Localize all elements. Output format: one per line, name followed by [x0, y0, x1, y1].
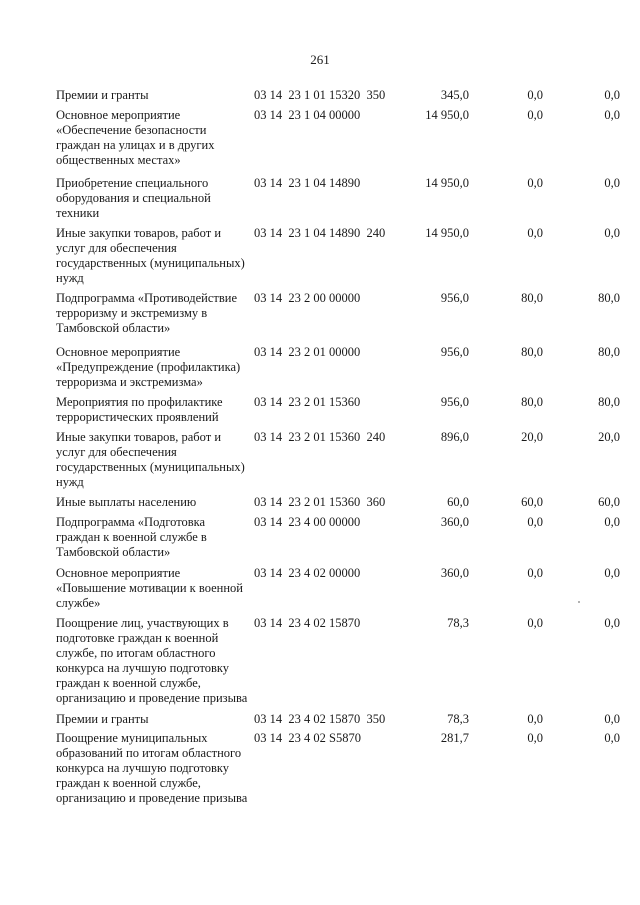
row-value-1: 360,0: [440, 566, 469, 580]
row-value-2: 0,0: [527, 566, 543, 580]
table-row: [56, 430, 626, 490]
row-name: Подпрограмма «Подготовка граждан к военной службе в Тамбовской области»: [56, 515, 207, 559]
row-value-2: 0,0: [527, 88, 543, 102]
row-value-2: 0,0: [527, 515, 543, 529]
page-number: 261: [310, 52, 330, 67]
row-value-3: 0,0: [604, 226, 620, 240]
row-value-2: 0,0: [527, 616, 543, 630]
row-value-2: 80,0: [521, 395, 543, 409]
row-name: Поощрение муниципальных образований по итогам областного конкурса на лучшую подготовку граждан к военной службе, организацию и проведение призыва: [56, 731, 248, 805]
row-codes: 03 14 23 2 00 00000: [254, 291, 361, 305]
table-row: [56, 176, 626, 221]
row-codes: 03 14 23 1 04 14890: [254, 176, 361, 190]
row-value-2: 80,0: [521, 291, 543, 305]
row-name: Иные выплаты населению: [56, 495, 197, 509]
table-row: [56, 291, 626, 336]
row-value-3: 80,0: [598, 395, 620, 409]
table-row: [56, 88, 626, 103]
row-value-3: 0,0: [604, 515, 620, 529]
row-value-1: 956,0: [440, 291, 469, 305]
row-value-3: 0,0: [604, 731, 620, 745]
row-codes: 03 14 23 2 01 15360 240: [254, 430, 386, 444]
row-name: Подпрограмма «Противодействие терроризму и экстремизму в Тамбовской области»: [56, 291, 238, 335]
table-row: [56, 616, 626, 706]
row-codes: 03 14 23 4 02 15870: [254, 616, 361, 630]
row-value-2: 60,0: [521, 495, 543, 509]
row-value-2: 0,0: [527, 731, 543, 745]
row-name: Основное мероприятие «Предупреждение (профилактика) терроризма и экстремизма»: [56, 345, 241, 389]
row-name: Основное мероприятие «Повышение мотивации к военной службе»: [56, 566, 243, 610]
row-value-1: 360,0: [440, 515, 469, 529]
row-name: Иные закупки товаров, работ и услуг для обеспечения государственных (муниципальных) нужд: [56, 430, 245, 489]
row-name: Приобретение специального оборудования и специальной техники: [56, 176, 211, 220]
row-name: Мероприятия по профилактике террористических проявлений: [56, 395, 223, 424]
row-value-1: 78,3: [447, 712, 469, 726]
row-value-1: 956,0: [440, 345, 469, 359]
row-value-1: 281,7: [440, 731, 469, 745]
row-name: Иные закупки товаров, работ и услуг для обеспечения государственных (муниципальных) нужд: [56, 226, 245, 285]
table-row: [56, 226, 626, 286]
row-value-1: 14 950,0: [425, 176, 469, 190]
scan-speck: [578, 601, 580, 603]
row-value-1: 896,0: [440, 430, 469, 444]
row-codes: 03 14 23 1 01 15320 350: [254, 88, 386, 102]
row-codes: 03 14 23 1 04 14890 240: [254, 226, 386, 240]
row-value-1: 60,0: [447, 495, 469, 509]
row-value-2: 0,0: [527, 108, 543, 122]
row-value-2: 0,0: [527, 176, 543, 190]
row-value-2: 20,0: [521, 430, 543, 444]
row-value-3: 0,0: [604, 712, 620, 726]
row-value-1: 14 950,0: [425, 226, 469, 240]
row-codes: 03 14 23 4 02 S5870: [254, 731, 361, 745]
row-value-1: 956,0: [440, 395, 469, 409]
budget-table: [56, 88, 626, 806]
row-value-3: 60,0: [598, 495, 620, 509]
row-value-3: 0,0: [604, 108, 620, 122]
row-value-2: 0,0: [527, 226, 543, 240]
row-codes: 03 14 23 2 01 15360 360: [254, 495, 386, 509]
row-codes: 03 14 23 4 02 15870 350: [254, 712, 386, 726]
table-row: [56, 731, 626, 806]
row-value-3: 0,0: [604, 176, 620, 190]
row-value-3: 0,0: [604, 88, 620, 102]
row-value-1: 345,0: [440, 88, 469, 102]
row-name: Основное мероприятие «Обеспечение безопасности граждан на улицах и в других общественных местах»: [56, 108, 215, 167]
row-codes: 03 14 23 2 01 00000: [254, 345, 361, 359]
table-row: [56, 566, 626, 611]
row-value-2: 0,0: [527, 712, 543, 726]
table-row: [56, 108, 626, 168]
row-name: Премии и гранты: [56, 88, 149, 102]
table-row: [56, 515, 626, 560]
row-codes: 03 14 23 4 00 00000: [254, 515, 361, 529]
table-row: [56, 345, 626, 390]
table-row: [56, 712, 626, 727]
row-name: Премии и гранты: [56, 712, 149, 726]
row-value-2: 80,0: [521, 345, 543, 359]
row-value-3: 80,0: [598, 291, 620, 305]
row-value-3: 20,0: [598, 430, 620, 444]
row-value-1: 78,3: [447, 616, 469, 630]
row-value-3: 0,0: [604, 566, 620, 580]
row-name: Поощрение лиц, участвующих в подготовке граждан к военной службе, по итогам областного конкурса на лучшую подготовку граждан к военной службе, организацию и проведение призыва: [56, 616, 248, 705]
row-codes: 03 14 23 4 02 00000: [254, 566, 361, 580]
table-row: [56, 395, 626, 425]
row-value-3: 80,0: [598, 345, 620, 359]
row-value-1: 14 950,0: [425, 108, 469, 122]
row-value-3: 0,0: [604, 616, 620, 630]
row-codes: 03 14 23 1 04 00000: [254, 108, 361, 122]
table-row: [56, 495, 626, 510]
row-codes: 03 14 23 2 01 15360: [254, 395, 361, 409]
